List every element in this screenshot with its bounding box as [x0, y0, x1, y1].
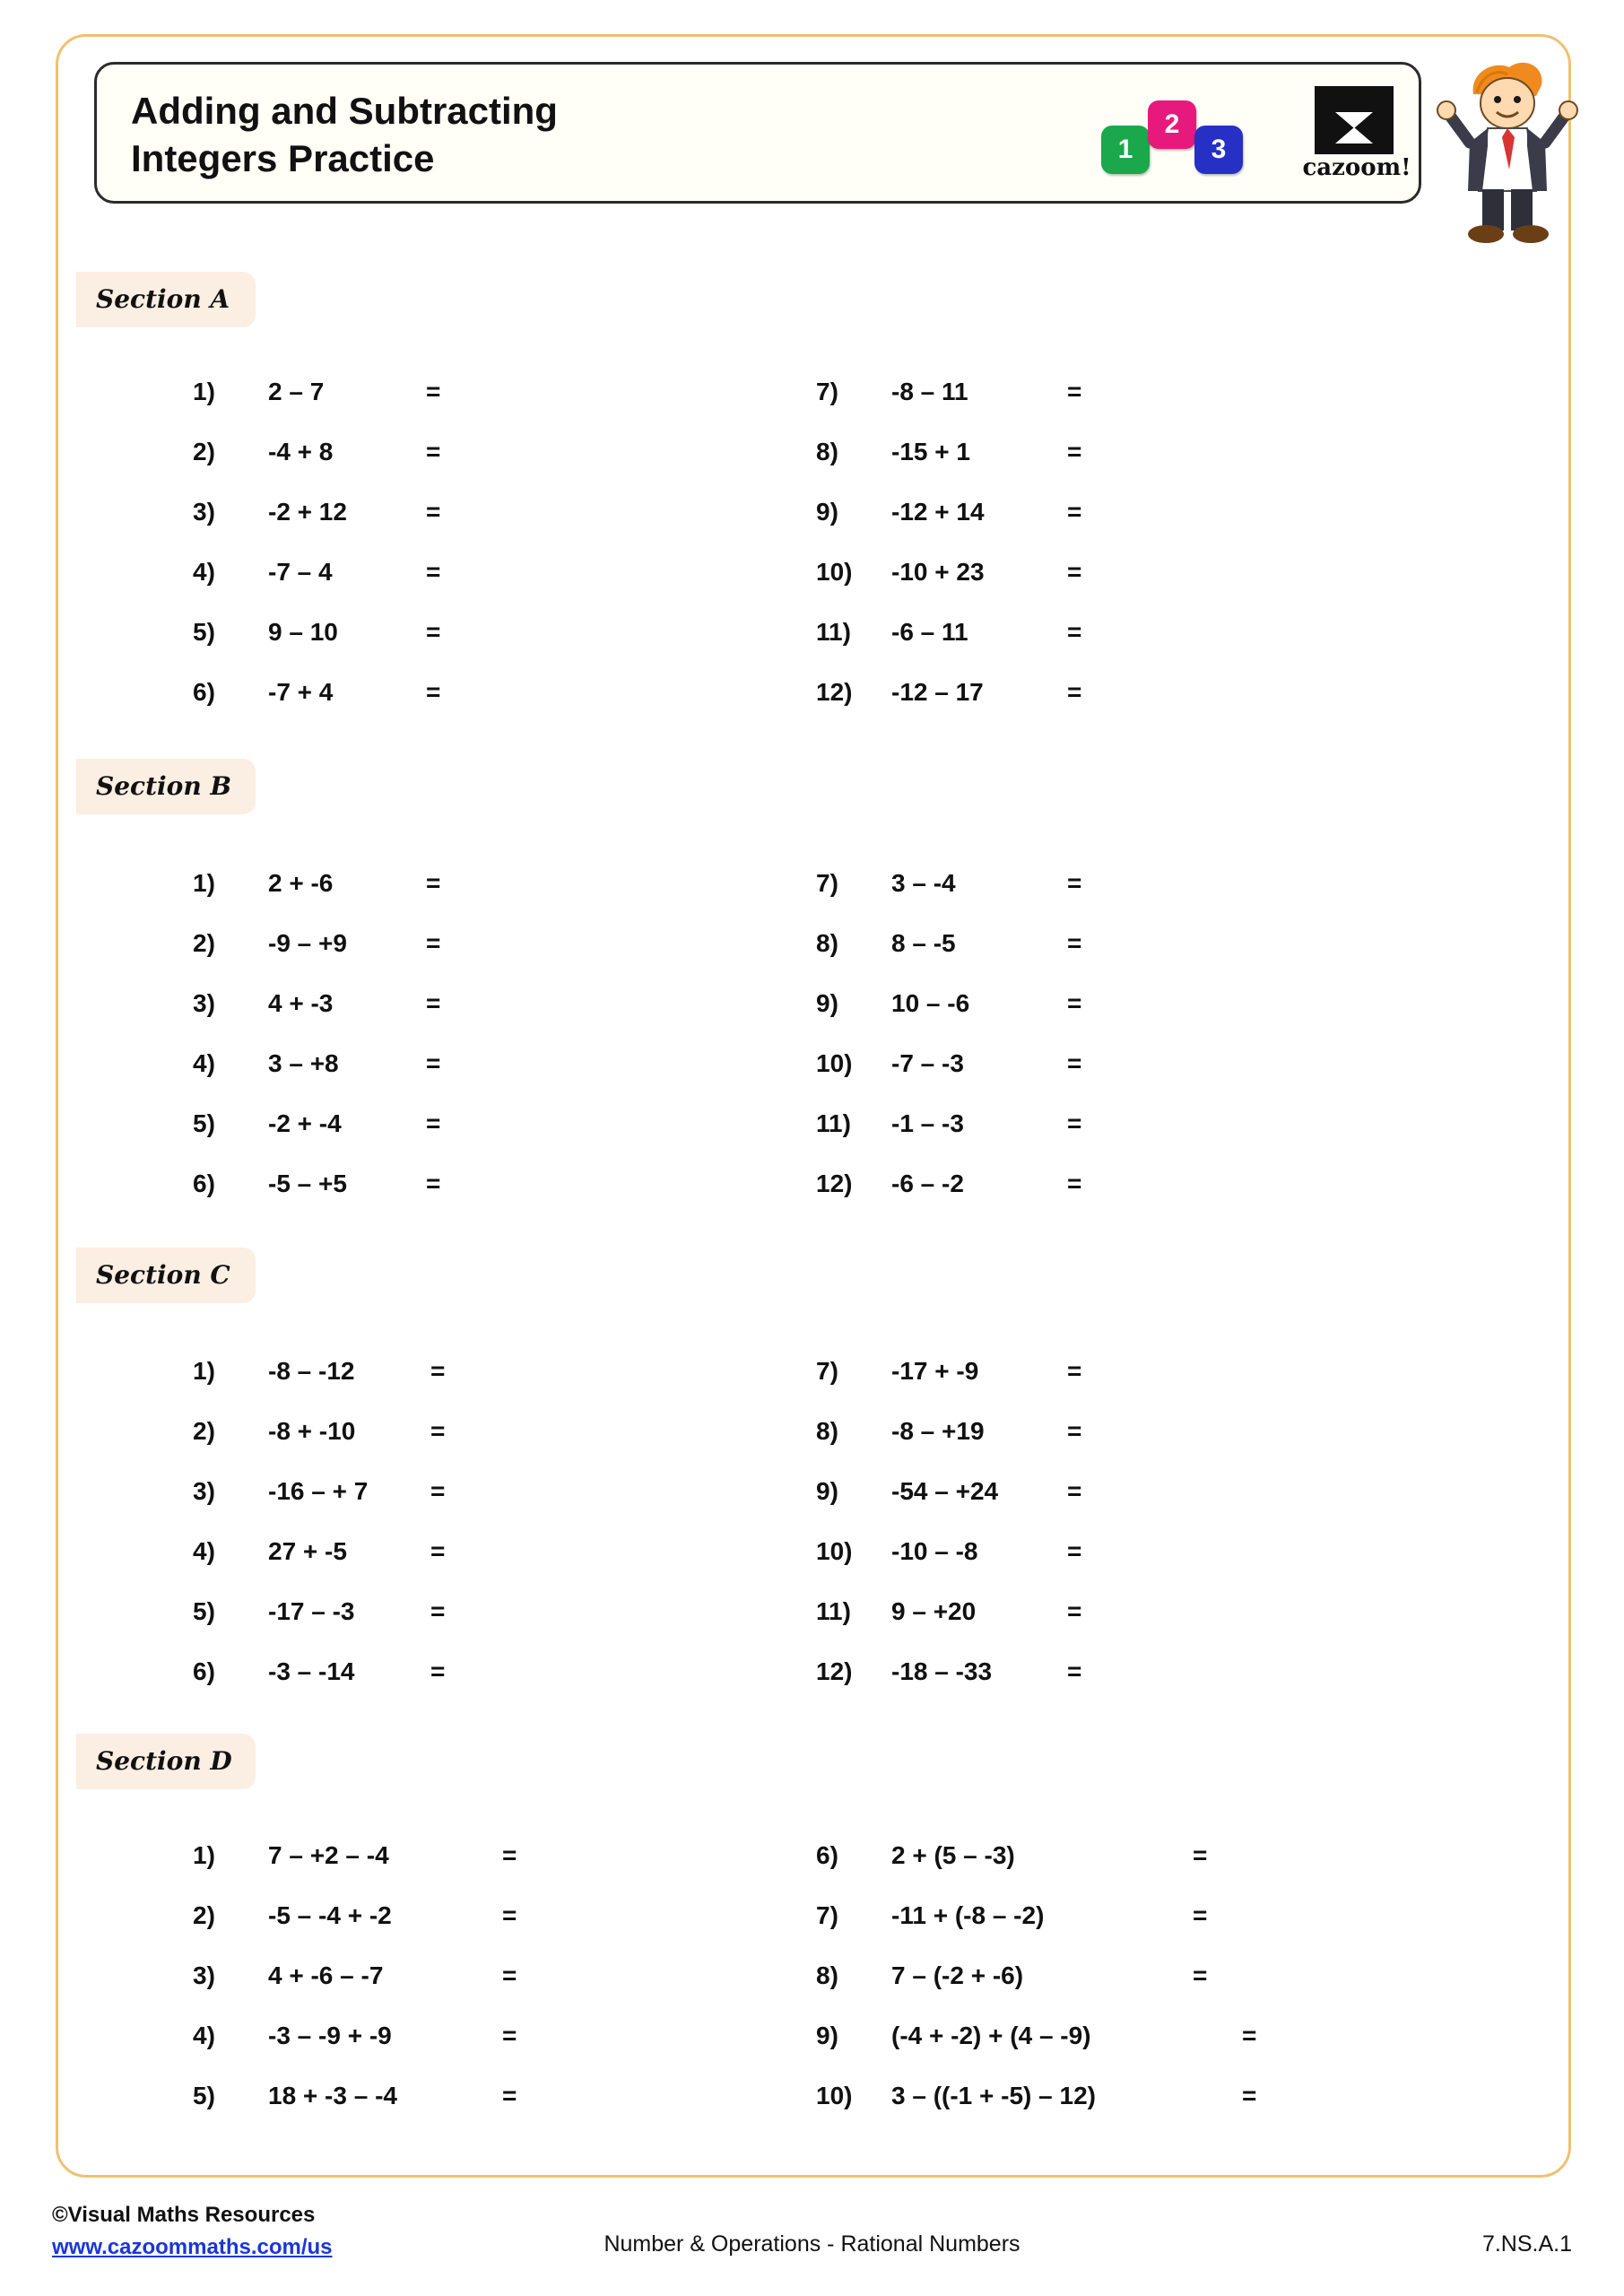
question-expression: 4 + -3	[268, 989, 334, 1017]
question-expression: 7 – (-2 + -6)	[891, 1961, 1024, 1989]
question-number: 5)	[193, 618, 215, 646]
question-number: 8)	[816, 929, 838, 957]
question-expression: -10 – -8	[891, 1537, 978, 1565]
equals-sign: =	[1242, 2022, 1257, 2049]
equals-sign: =	[1067, 929, 1082, 957]
question-number: 6)	[193, 1657, 215, 1685]
equals-sign: =	[1067, 558, 1082, 586]
equals-sign: =	[1067, 378, 1082, 405]
equals-sign: =	[426, 929, 441, 957]
question-number: 9)	[816, 989, 838, 1017]
question-number: 12)	[816, 1170, 853, 1197]
section-b-label: Section B	[76, 759, 256, 814]
equals-sign: =	[1067, 678, 1082, 706]
equals-sign: =	[1067, 1657, 1082, 1685]
question-number: 6)	[816, 1841, 838, 1869]
question-number: 10)	[816, 1537, 853, 1565]
question-expression: 7 – +2 – -4	[268, 1841, 389, 1869]
question-expression: -7 – 4	[268, 558, 333, 586]
question-expression: -6 – -2	[891, 1170, 964, 1197]
section-a-label: Section A	[76, 272, 256, 327]
equals-sign: =	[426, 989, 441, 1017]
equals-sign: =	[1067, 1049, 1082, 1077]
page-footer	[0, 2196, 1624, 2296]
question-expression: -10 + 23	[891, 558, 985, 586]
question-expression: -2 + -4	[268, 1109, 342, 1137]
equals-sign: =	[426, 618, 441, 646]
equals-sign: =	[430, 1657, 446, 1685]
question-expression: -8 – +19	[891, 1417, 985, 1445]
question-expression: -8 – -12	[268, 1357, 355, 1385]
equals-sign: =	[426, 1170, 441, 1197]
question-number: 11)	[816, 618, 851, 646]
copyright-text: ©Visual Maths Resources	[52, 2203, 316, 2227]
mascot-illustration	[1430, 57, 1583, 254]
standard-code: 7.NS.A.1	[1481, 2231, 1572, 2257]
title-line-1: Adding and Subtracting	[131, 90, 558, 132]
question-expression: 10 – -6	[891, 989, 970, 1017]
question-number: 7)	[816, 1357, 838, 1385]
equals-sign: =	[1067, 1109, 1082, 1137]
equals-sign: =	[426, 1109, 441, 1137]
equals-sign: =	[1067, 1357, 1082, 1385]
question-expression: 4 + -6 – -7	[268, 1961, 384, 1989]
equals-sign: =	[426, 438, 441, 465]
question-expression: -12 + 14	[891, 498, 985, 526]
question-expression: -5 – +5	[268, 1170, 347, 1197]
cube-three-icon: 3	[1194, 126, 1243, 174]
website-link[interactable]: www.cazoommaths.com/us	[52, 2235, 333, 2259]
question-number: 7)	[816, 378, 838, 405]
question-number: 8)	[816, 1961, 838, 1989]
question-number: 1)	[193, 378, 215, 405]
equals-sign: =	[1067, 438, 1082, 465]
question-expression: -9 – +9	[268, 929, 347, 957]
question-expression: 3 – ((-1 + -5) – 12)	[891, 2082, 1096, 2109]
question-number: 7)	[816, 1901, 838, 1929]
question-expression: 9 – 10	[268, 618, 338, 646]
question-number: 11)	[816, 1597, 851, 1625]
equals-sign: =	[1067, 1537, 1082, 1565]
question-expression: -7 – -3	[891, 1049, 964, 1077]
equals-sign: =	[430, 1597, 446, 1625]
question-number: 7)	[816, 869, 838, 897]
number-cubes-icon	[1101, 99, 1281, 179]
question-expression: -8 + -10	[268, 1417, 356, 1445]
equals-sign: =	[502, 2082, 517, 2109]
equals-sign: =	[426, 558, 441, 586]
equals-sign: =	[1067, 1417, 1082, 1445]
equals-sign: =	[502, 2022, 517, 2049]
question-number: 10)	[816, 558, 853, 586]
equals-sign: =	[502, 1961, 517, 1989]
question-expression: -5 – -4 + -2	[268, 1901, 392, 1929]
question-expression: -7 + 4	[268, 678, 334, 706]
equals-sign: =	[426, 869, 441, 897]
question-expression: -1 – -3	[891, 1109, 964, 1137]
question-expression: -11 + (-8 – -2)	[891, 1901, 1045, 1929]
question-number: 1)	[193, 1841, 215, 1869]
question-number: 9)	[816, 1477, 838, 1505]
question-number: 2)	[193, 929, 215, 957]
question-expression: -3 – -14	[268, 1657, 355, 1685]
equals-sign: =	[1067, 1597, 1082, 1625]
equals-sign: =	[1193, 1901, 1208, 1929]
equals-sign: =	[1067, 989, 1082, 1017]
equals-sign: =	[1242, 2082, 1257, 2109]
worksheet-page	[56, 34, 1571, 2178]
page-title	[131, 88, 938, 182]
question-expression: 8 – -5	[891, 929, 956, 957]
question-number: 2)	[193, 1417, 215, 1445]
question-number: 2)	[193, 1901, 215, 1929]
hourglass-icon	[1315, 86, 1394, 154]
question-expression: 18 + -3 – -4	[268, 2082, 397, 2109]
footer-topic: Number & Operations - Rational Numbers	[604, 2231, 1020, 2257]
question-expression: -54 – +24	[891, 1477, 999, 1505]
equals-sign: =	[502, 1841, 517, 1869]
cazoom-wordmark: cazoom!	[1302, 154, 1411, 181]
equals-sign: =	[1067, 869, 1082, 897]
question-number: 8)	[816, 438, 838, 465]
equals-sign: =	[1067, 498, 1082, 526]
equals-sign: =	[1067, 618, 1082, 646]
worksheet-header	[94, 62, 1421, 204]
question-expression: -6 – 11	[891, 618, 968, 646]
equals-sign: =	[430, 1477, 446, 1505]
section-d-label: Section D	[76, 1734, 256, 1789]
question-expression: -8 – 11	[891, 378, 968, 405]
question-expression: 27 + -5	[268, 1537, 347, 1565]
equals-sign: =	[426, 498, 441, 526]
question-expression: -2 + 12	[268, 498, 347, 526]
question-expression: 2 + (5 – -3)	[891, 1841, 1015, 1869]
question-number: 11)	[816, 1109, 851, 1137]
question-expression: -16 – + 7	[268, 1477, 369, 1505]
equals-sign: =	[1193, 1961, 1208, 1989]
question-expression: -17 + -9	[891, 1357, 979, 1385]
question-expression: -4 + 8	[268, 438, 334, 465]
equals-sign: =	[426, 378, 441, 405]
question-number: 10)	[816, 1049, 853, 1077]
question-expression: 3 – -4	[891, 869, 956, 897]
equals-sign: =	[502, 1901, 517, 1929]
cube-two-icon: 2	[1148, 100, 1196, 149]
question-expression: -18 – -33	[891, 1657, 993, 1685]
cube-one-icon: 1	[1101, 126, 1150, 174]
title-line-2: Integers Practice	[131, 136, 435, 179]
question-number: 9)	[816, 2022, 838, 2049]
equals-sign: =	[430, 1537, 446, 1565]
question-number: 5)	[193, 1597, 215, 1625]
equals-sign: =	[426, 1049, 441, 1077]
question-number: 3)	[193, 1961, 215, 1989]
question-number: 5)	[193, 1109, 215, 1137]
equals-sign: =	[1067, 1477, 1082, 1505]
question-expression: -3 – -9 + -9	[268, 2022, 392, 2049]
question-number: 4)	[193, 2022, 215, 2049]
equals-sign: =	[430, 1357, 446, 1385]
question-number: 4)	[193, 1537, 215, 1565]
question-number: 3)	[193, 989, 215, 1017]
question-number: 3)	[193, 1477, 215, 1505]
question-number: 8)	[816, 1417, 838, 1445]
question-expression: -15 + 1	[891, 438, 970, 465]
question-number: 5)	[193, 2082, 215, 2109]
question-expression: 9 – +20	[891, 1597, 977, 1625]
question-number: 4)	[193, 558, 215, 586]
question-number: 6)	[193, 678, 215, 706]
equals-sign: =	[1067, 1170, 1082, 1197]
question-expression: 2 + -6	[268, 869, 334, 897]
question-number: 12)	[816, 1657, 853, 1685]
question-number: 12)	[816, 678, 853, 706]
question-number: 2)	[193, 438, 215, 465]
question-expression: -12 – 17	[891, 678, 984, 706]
equals-sign: =	[426, 678, 441, 706]
question-expression: (-4 + -2) + (4 – -9)	[891, 2022, 1091, 2049]
question-expression: 2 – 7	[268, 378, 325, 405]
question-number: 6)	[193, 1170, 215, 1197]
cazoom-logo	[1290, 86, 1424, 187]
question-number: 3)	[193, 498, 215, 526]
equals-sign: =	[430, 1417, 446, 1445]
question-expression: 3 – +8	[268, 1049, 339, 1077]
question-number: 9)	[816, 498, 838, 526]
equals-sign: =	[1193, 1841, 1208, 1869]
section-c-label: Section C	[76, 1248, 256, 1303]
question-number: 10)	[816, 2082, 853, 2109]
question-number: 4)	[193, 1049, 215, 1077]
question-number: 1)	[193, 1357, 215, 1385]
question-number: 1)	[193, 869, 215, 897]
question-expression: -17 – -3	[268, 1597, 355, 1625]
